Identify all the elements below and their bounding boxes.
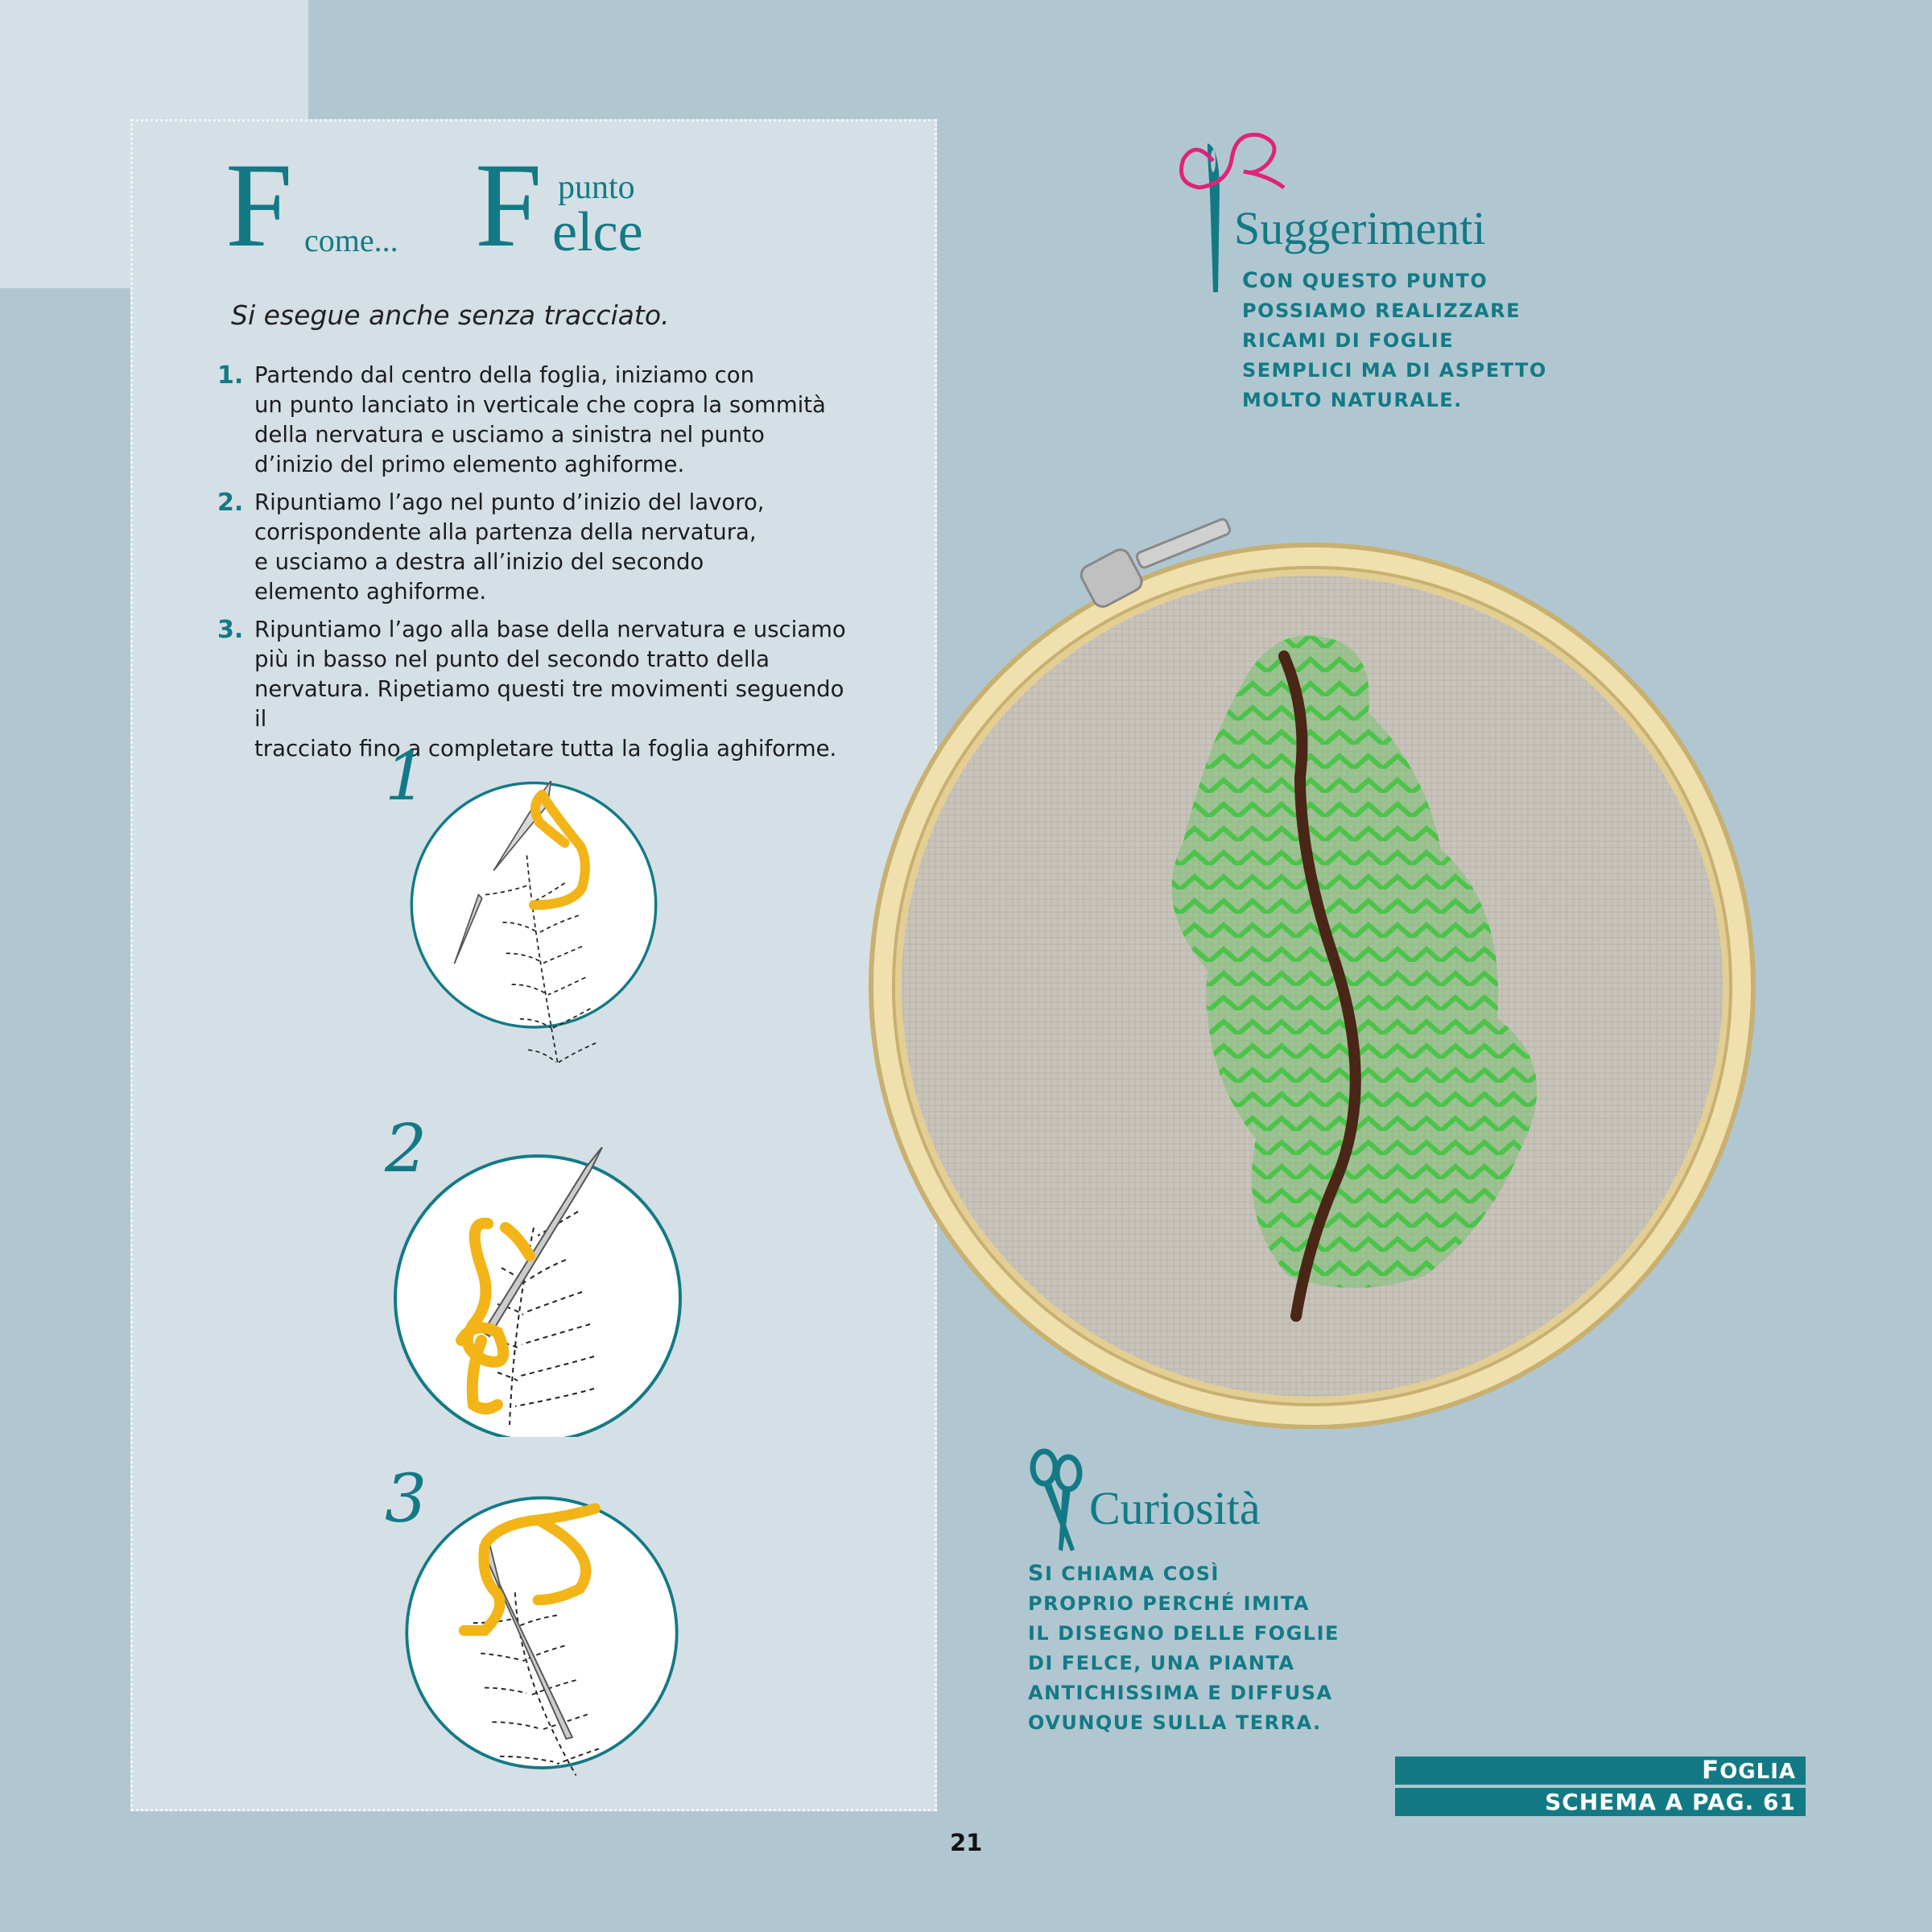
suggerimenti-heading: Suggerimenti [1234, 202, 1486, 254]
text-line: POSSIAMO REALIZZARE [1242, 299, 1521, 322]
text-line: SEMPLICI MA DI ASPETTO [1242, 359, 1547, 382]
step-line: un punto lanciato in verticale che copra la sommità [254, 392, 826, 418]
steps-list [217, 361, 861, 772]
title-word-elce: elce [552, 201, 643, 263]
step-line: tracciato fino a completare tutta la foglia aghiforme. [254, 736, 837, 762]
text-line-rest: ON QUESTO PUNTO [1259, 270, 1488, 292]
title-word-punto: punto [558, 169, 635, 206]
step-line: Ripuntiamo l’ago alla base della nervatura e usciamo [254, 617, 846, 642]
diagram-number-2: 2 [385, 1111, 427, 1187]
step-line: e usciamo a destra all’inizio del secondo [254, 549, 704, 575]
step-item [217, 488, 861, 607]
text-line: PROPRIO PERCHÉ IMITA [1028, 1592, 1310, 1615]
diagram-number-1: 1 [385, 739, 427, 815]
step-number: 3. [217, 616, 244, 644]
step-line: più in basso nel punto del secondo tratto della [254, 646, 770, 672]
stitch-diagram-3 [397, 1493, 687, 1783]
title-letter-f2: F [475, 138, 543, 272]
text-line: IL DISEGNO DELLE FOGLIE [1028, 1622, 1340, 1645]
diagram-number-3: 3 [385, 1461, 427, 1538]
suggerimenti-text [1242, 266, 1547, 415]
stitch-diagram-2 [393, 1147, 683, 1437]
step-line: d’inizio del primo elemento aghiforme. [254, 452, 685, 477]
step-number: 2. [217, 489, 244, 517]
text-line-rest: I CHIAMA COSÌ [1044, 1563, 1220, 1585]
curiosita-heading: Curiosità [1089, 1482, 1261, 1534]
title-letter-f1: F [225, 138, 293, 272]
scissors-icon [1026, 1445, 1091, 1554]
text-line: RICAMI DI FOGLIE [1242, 329, 1455, 352]
step-line: Ripuntiamo l’ago nel punto d’inizio del lavoro, [254, 489, 765, 515]
step-line: nervatura. Ripetiamo questi tre movimenti seguendo il [254, 676, 844, 732]
embroidery-hoop-image [861, 503, 1771, 1429]
step-line: della nervatura e usciamo a sinistra nel punto [254, 422, 765, 448]
step-item [217, 361, 861, 480]
tag-rest: OGLIA [1719, 1760, 1796, 1784]
step-item [217, 615, 861, 764]
text-line: MOLTO NATURALE. [1242, 389, 1463, 411]
text-line-cap: C [1242, 268, 1260, 293]
text-line [1242, 266, 1547, 296]
page-number: 21 [950, 1829, 983, 1856]
tag-cap: F [1702, 1756, 1720, 1785]
stitch-diagram-1 [389, 781, 679, 1071]
text-line: ANTICHISSIMA E DIFFUSA [1028, 1682, 1333, 1704]
text-line: OVUNQUE SULLA TERRA. [1028, 1711, 1322, 1734]
step-number: 1. [217, 361, 244, 390]
tag-foglia [1395, 1757, 1806, 1785]
step-line: Partendo dal centro della foglia, iniziamo con [254, 362, 755, 388]
title-word-come: come... [304, 222, 398, 258]
tag-schema-page: SCHEMA A PAG. 61 [1395, 1788, 1806, 1816]
text-line: DI FELCE, UNA PIANTA [1028, 1652, 1295, 1674]
curiosita-text [1028, 1558, 1340, 1738]
step-line: elemento aghiforme. [254, 579, 487, 605]
subtitle: Si esegue anche senza tracciato. [231, 299, 670, 331]
text-line [1028, 1558, 1340, 1589]
text-line-cap: S [1028, 1561, 1045, 1586]
step-line: corrispondente alla partenza della nervatura, [254, 519, 757, 545]
